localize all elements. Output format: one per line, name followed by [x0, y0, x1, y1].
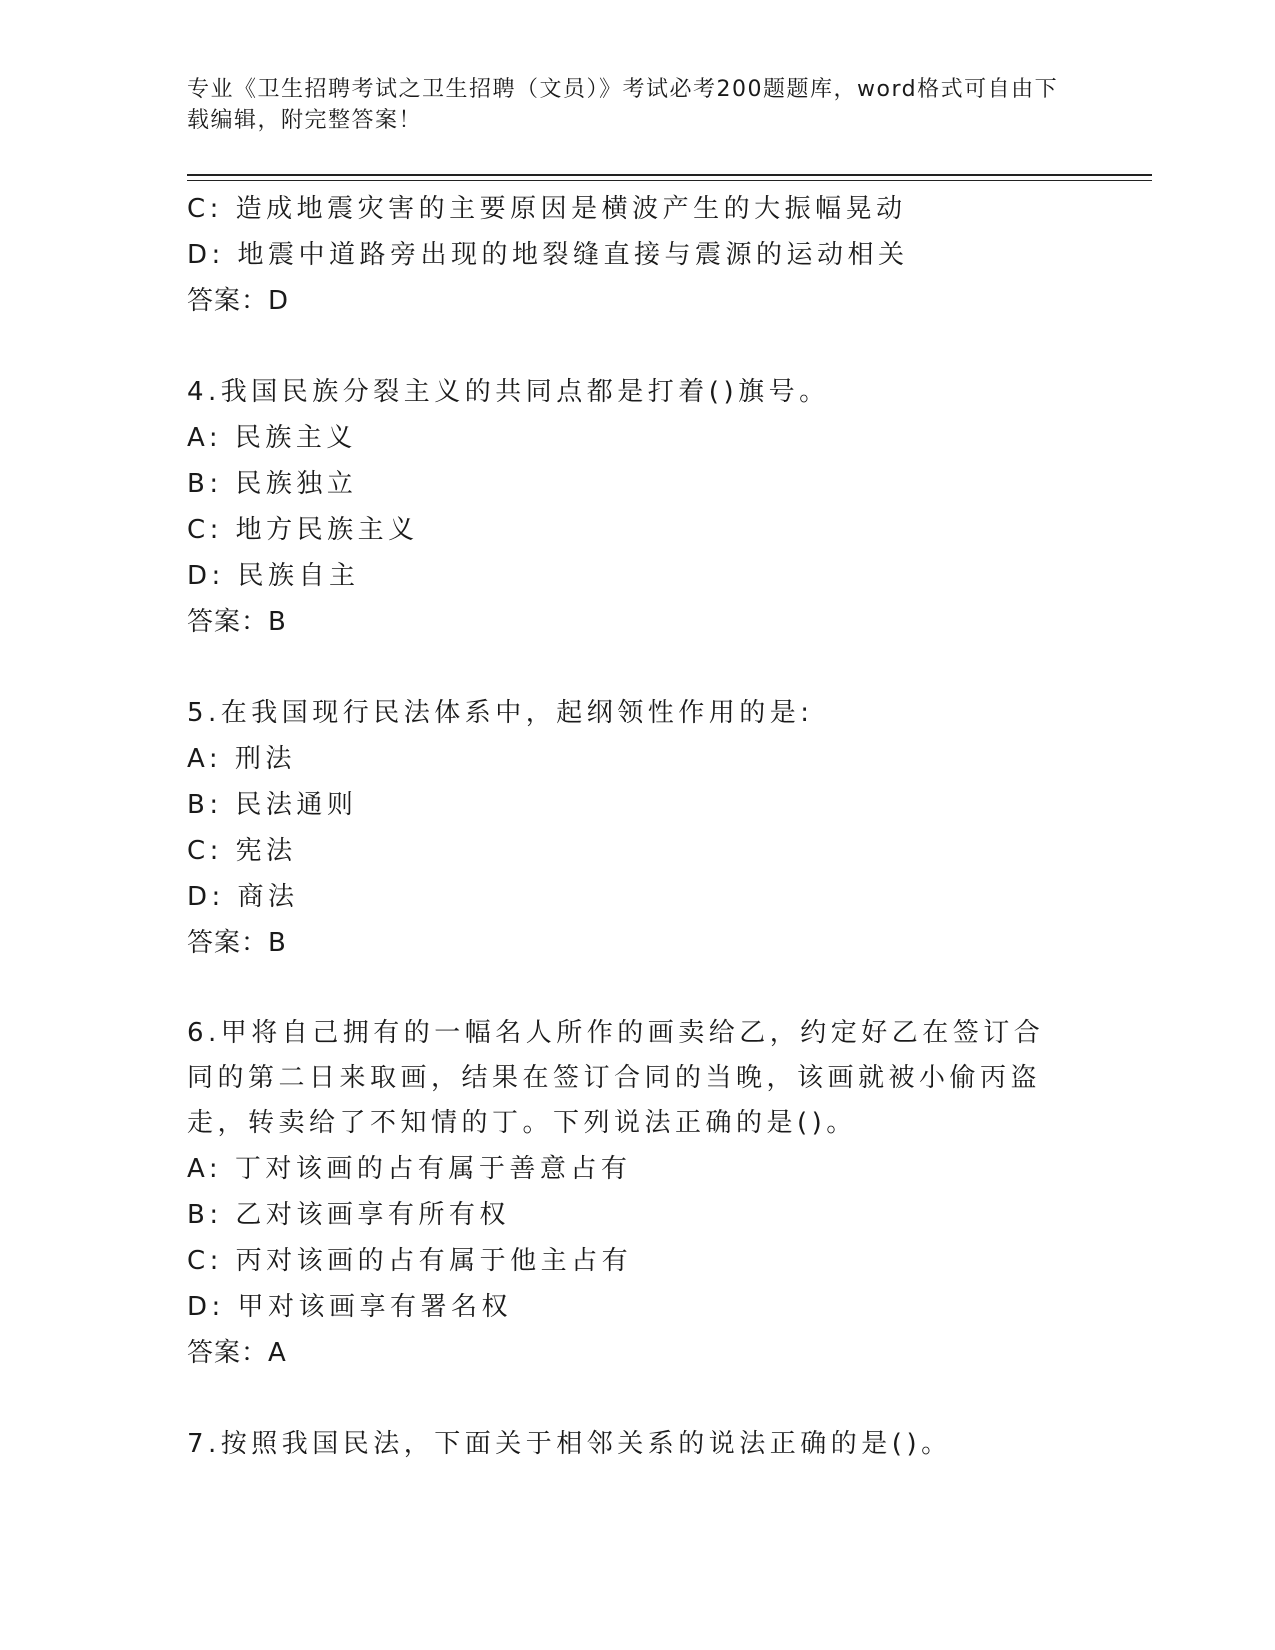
option-c: C: 丙对该画的占有属于他主占有	[187, 1246, 633, 1276]
answer-line: 答案：D	[187, 286, 290, 316]
header-divider-thin	[187, 180, 1152, 181]
header-title: 专业《卫生招聘考试之卫生招聘（文员）》考试必考200题题库，word格式可自由下载编辑，附完整答案！	[187, 77, 1059, 133]
question-stem: 6.甲将自己拥有的一幅名人所作的画卖给乙，约定好乙在签订合同的第二日来取画，结果在签订合同的当晚，该画就被小偷丙盗走，转卖给了不知情的丁。下列说法正确的是()。	[187, 1018, 1045, 1138]
question-7	[187, 1421, 1067, 1467]
question-6	[187, 1011, 1067, 1376]
document-header	[187, 74, 1067, 136]
option-d: D: 商法	[187, 882, 299, 912]
question-stem: 4.我国民族分裂主义的共同点都是打着()旗号。	[187, 377, 830, 407]
question-4	[187, 369, 1067, 645]
question-stem: 5.在我国现行民法体系中，起纲领性作用的是:	[187, 698, 814, 728]
question-5	[187, 690, 1067, 966]
option-c: C: 地方民族主义	[187, 515, 419, 545]
question-stem: 7.按照我国民法，下面关于相邻关系的说法正确的是()。	[187, 1429, 952, 1459]
header-divider-thick	[187, 174, 1152, 176]
option-d: D: 民族自主	[187, 561, 360, 591]
option-a: A: 丁对该画的占有属于善意占有	[187, 1154, 632, 1184]
option-c: C: 宪法	[187, 836, 297, 866]
option-b: B: 乙对该画享有所有权	[187, 1200, 510, 1230]
answer-line: 答案：B	[187, 928, 287, 958]
option-d: D: 甲对该画享有署名权	[187, 1292, 513, 1322]
answer-line: 答案：B	[187, 607, 287, 637]
question-3-continued	[187, 186, 1067, 324]
option-a: A: 民族主义	[187, 423, 357, 453]
option-c: C: 造成地震灾害的主要原因是横波产生的大振幅晃动	[187, 194, 907, 224]
option-b: B: 民法通则	[187, 790, 358, 820]
question-list	[187, 186, 1067, 1467]
option-d: D: 地震中道路旁出现的地裂缝直接与震源的运动相关	[187, 240, 909, 270]
answer-line: 答案：A	[187, 1338, 287, 1368]
option-a: A: 刑法	[187, 744, 296, 774]
option-b: B: 民族独立	[187, 469, 358, 499]
